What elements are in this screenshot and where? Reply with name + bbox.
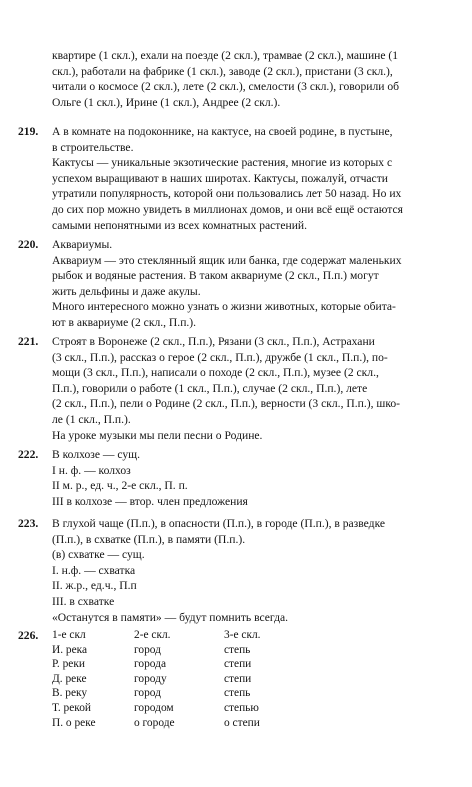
table-cell: город — [134, 643, 161, 656]
table-cell: Р. реки — [52, 658, 85, 671]
text-line: читали о космосе (2 скл.), лете (2 скл.), смелости (3 скл.), говорили об — [52, 80, 400, 94]
table-row — [52, 686, 261, 701]
exercise-219 — [18, 124, 440, 233]
text-line: Ольге (1 скл.), Ирине (1 скл.), Андрее (2 скл.). — [52, 95, 281, 109]
text-line: рыбок и водяные растения. В таком аквариуме (2 скл., П.п.) могут — [52, 269, 379, 283]
exercise-226 — [18, 628, 440, 730]
text-line: I н. ф. — колхоз — [52, 463, 131, 477]
table-cell: о степи — [224, 716, 260, 729]
table-cell: города — [134, 658, 166, 671]
table-row — [52, 672, 261, 687]
continuation-block — [52, 48, 440, 110]
table-cell: П. о реке — [52, 716, 96, 729]
text-line: квартире (1 скл.), ехали на поезде (2 скл.), трамвае (2 скл.), машине (1 — [52, 49, 399, 62]
text-line: самыми непонятными из всех комнатных растений. — [52, 218, 308, 232]
exercise-220 — [18, 237, 440, 331]
text-line: (2 скл., П.п.), пели о Родине (2 скл., П.п.), верности (3 скл., П.п.), шко- — [52, 397, 401, 411]
text-line: (в) схватке — сущ. — [52, 548, 145, 562]
text-line: ле (1 скл., П.п.). — [52, 412, 131, 426]
table-cell: Т. рекой — [52, 701, 92, 714]
text-line: утратили популярность, которой они пользовались лет 50 назад. Но их — [52, 187, 402, 201]
text-line: В колхозе — сущ. — [52, 448, 140, 461]
table-cell: В. реку — [52, 687, 88, 700]
text-line: Кактусы — уникальные экзотические растения, многие из которых с — [52, 156, 393, 170]
table-cell: Д. реке — [52, 672, 87, 685]
table-header: 1-е скл — [52, 629, 86, 641]
table-cell: городу — [134, 672, 167, 685]
text-line: II. ж.р., ед.ч., П.п — [52, 579, 137, 593]
table-row — [52, 643, 261, 658]
exercise-number: 223. — [18, 517, 39, 530]
table-header: 3-е скл. — [224, 629, 261, 641]
text-line: успехом выращивают в наших широтах. Кактусы, пожалуй, отчасти — [52, 171, 388, 185]
text-line: А в комнате на подоконнике, на кактусе, на своей родине, в пустыне, — [52, 125, 393, 138]
table-cell: степи — [224, 672, 252, 685]
text-line: П.п.), говорили о работе (1 скл., П.п.), случае (2 скл., П.п.), лете — [52, 381, 368, 395]
table-cell: И. река — [52, 643, 88, 656]
text-line: Строят в Воронеже (2 скл., П.п.), Рязани (3 скл., П.п.), Астрахани — [52, 335, 375, 348]
text-line: в строительстве. — [52, 140, 134, 154]
table-cell: о городе — [134, 716, 175, 729]
exercise-221 — [18, 334, 440, 443]
exercise-title: Аквариумы. — [52, 238, 113, 251]
table-header-row — [52, 628, 261, 643]
text-line: III в колхозе — втор. член предложения — [52, 494, 248, 508]
table-row — [52, 716, 261, 731]
exercise-number: 221. — [18, 335, 39, 348]
text-line: (3 скл., П.п.), рассказ о герое (2 скл., П.п.), дружбе (1 скл., П.п.), по- — [52, 350, 388, 364]
exercise-number: 222. — [18, 448, 39, 461]
table-cell: степь — [224, 643, 251, 656]
table-cell: степь — [224, 687, 251, 700]
declension-table — [52, 628, 261, 730]
exercise-223 — [18, 516, 440, 625]
text-line: (П.п.), в схватке (П.п.), в памяти (П.п.). — [52, 532, 246, 546]
text-line: I. н.ф. — схватка — [52, 563, 136, 577]
text-line: Аквариум — это стеклянный ящик или банка, где содержат маленьких — [52, 253, 402, 267]
text-line: скл.), работали на фабрике (1 скл.), заводе (2 скл.), пристани (3 скл.), — [52, 64, 393, 78]
exercise-number: 219. — [18, 125, 39, 138]
exercise-number: 226. — [18, 629, 39, 642]
table-cell: городом — [134, 701, 174, 714]
text-line: На уроке музыки мы пели песни о Родине. — [52, 428, 263, 442]
text-line: мощи (3 скл., П.п.), написали о походе (2 скл., П.п.), музее (2 скл., — [52, 366, 379, 380]
table-cell: степи — [224, 658, 252, 671]
table-cell: город — [134, 687, 161, 700]
text-line: Много интересного можно узнать о жизни животных, которые обита- — [52, 300, 396, 314]
text-line: жить дельфины и даже акулы. — [52, 284, 201, 298]
table-cell: степью — [224, 701, 259, 714]
text-line: до сих пор можно увидеть в миллионах домов, и они всё ещё остаются — [52, 202, 403, 216]
text-line: «Останутся в памяти» — будут помнить всегда. — [52, 610, 289, 624]
exercise-222 — [18, 447, 440, 509]
text-line: II м. р., ед. ч., 2-е скл., П. п. — [52, 479, 188, 493]
table-row — [52, 701, 261, 716]
text-line: В глухой чаще (П.п.), в опасности (П.п.), в городе (П.п.), в разведке — [52, 517, 386, 530]
exercise-number: 220. — [18, 238, 39, 251]
text-line: III. в схватке — [52, 594, 115, 608]
text-line: ют в аквариуме (2 скл., П.п.). — [52, 315, 197, 329]
table-row — [52, 657, 261, 672]
table-header: 2-е скл. — [134, 629, 171, 641]
